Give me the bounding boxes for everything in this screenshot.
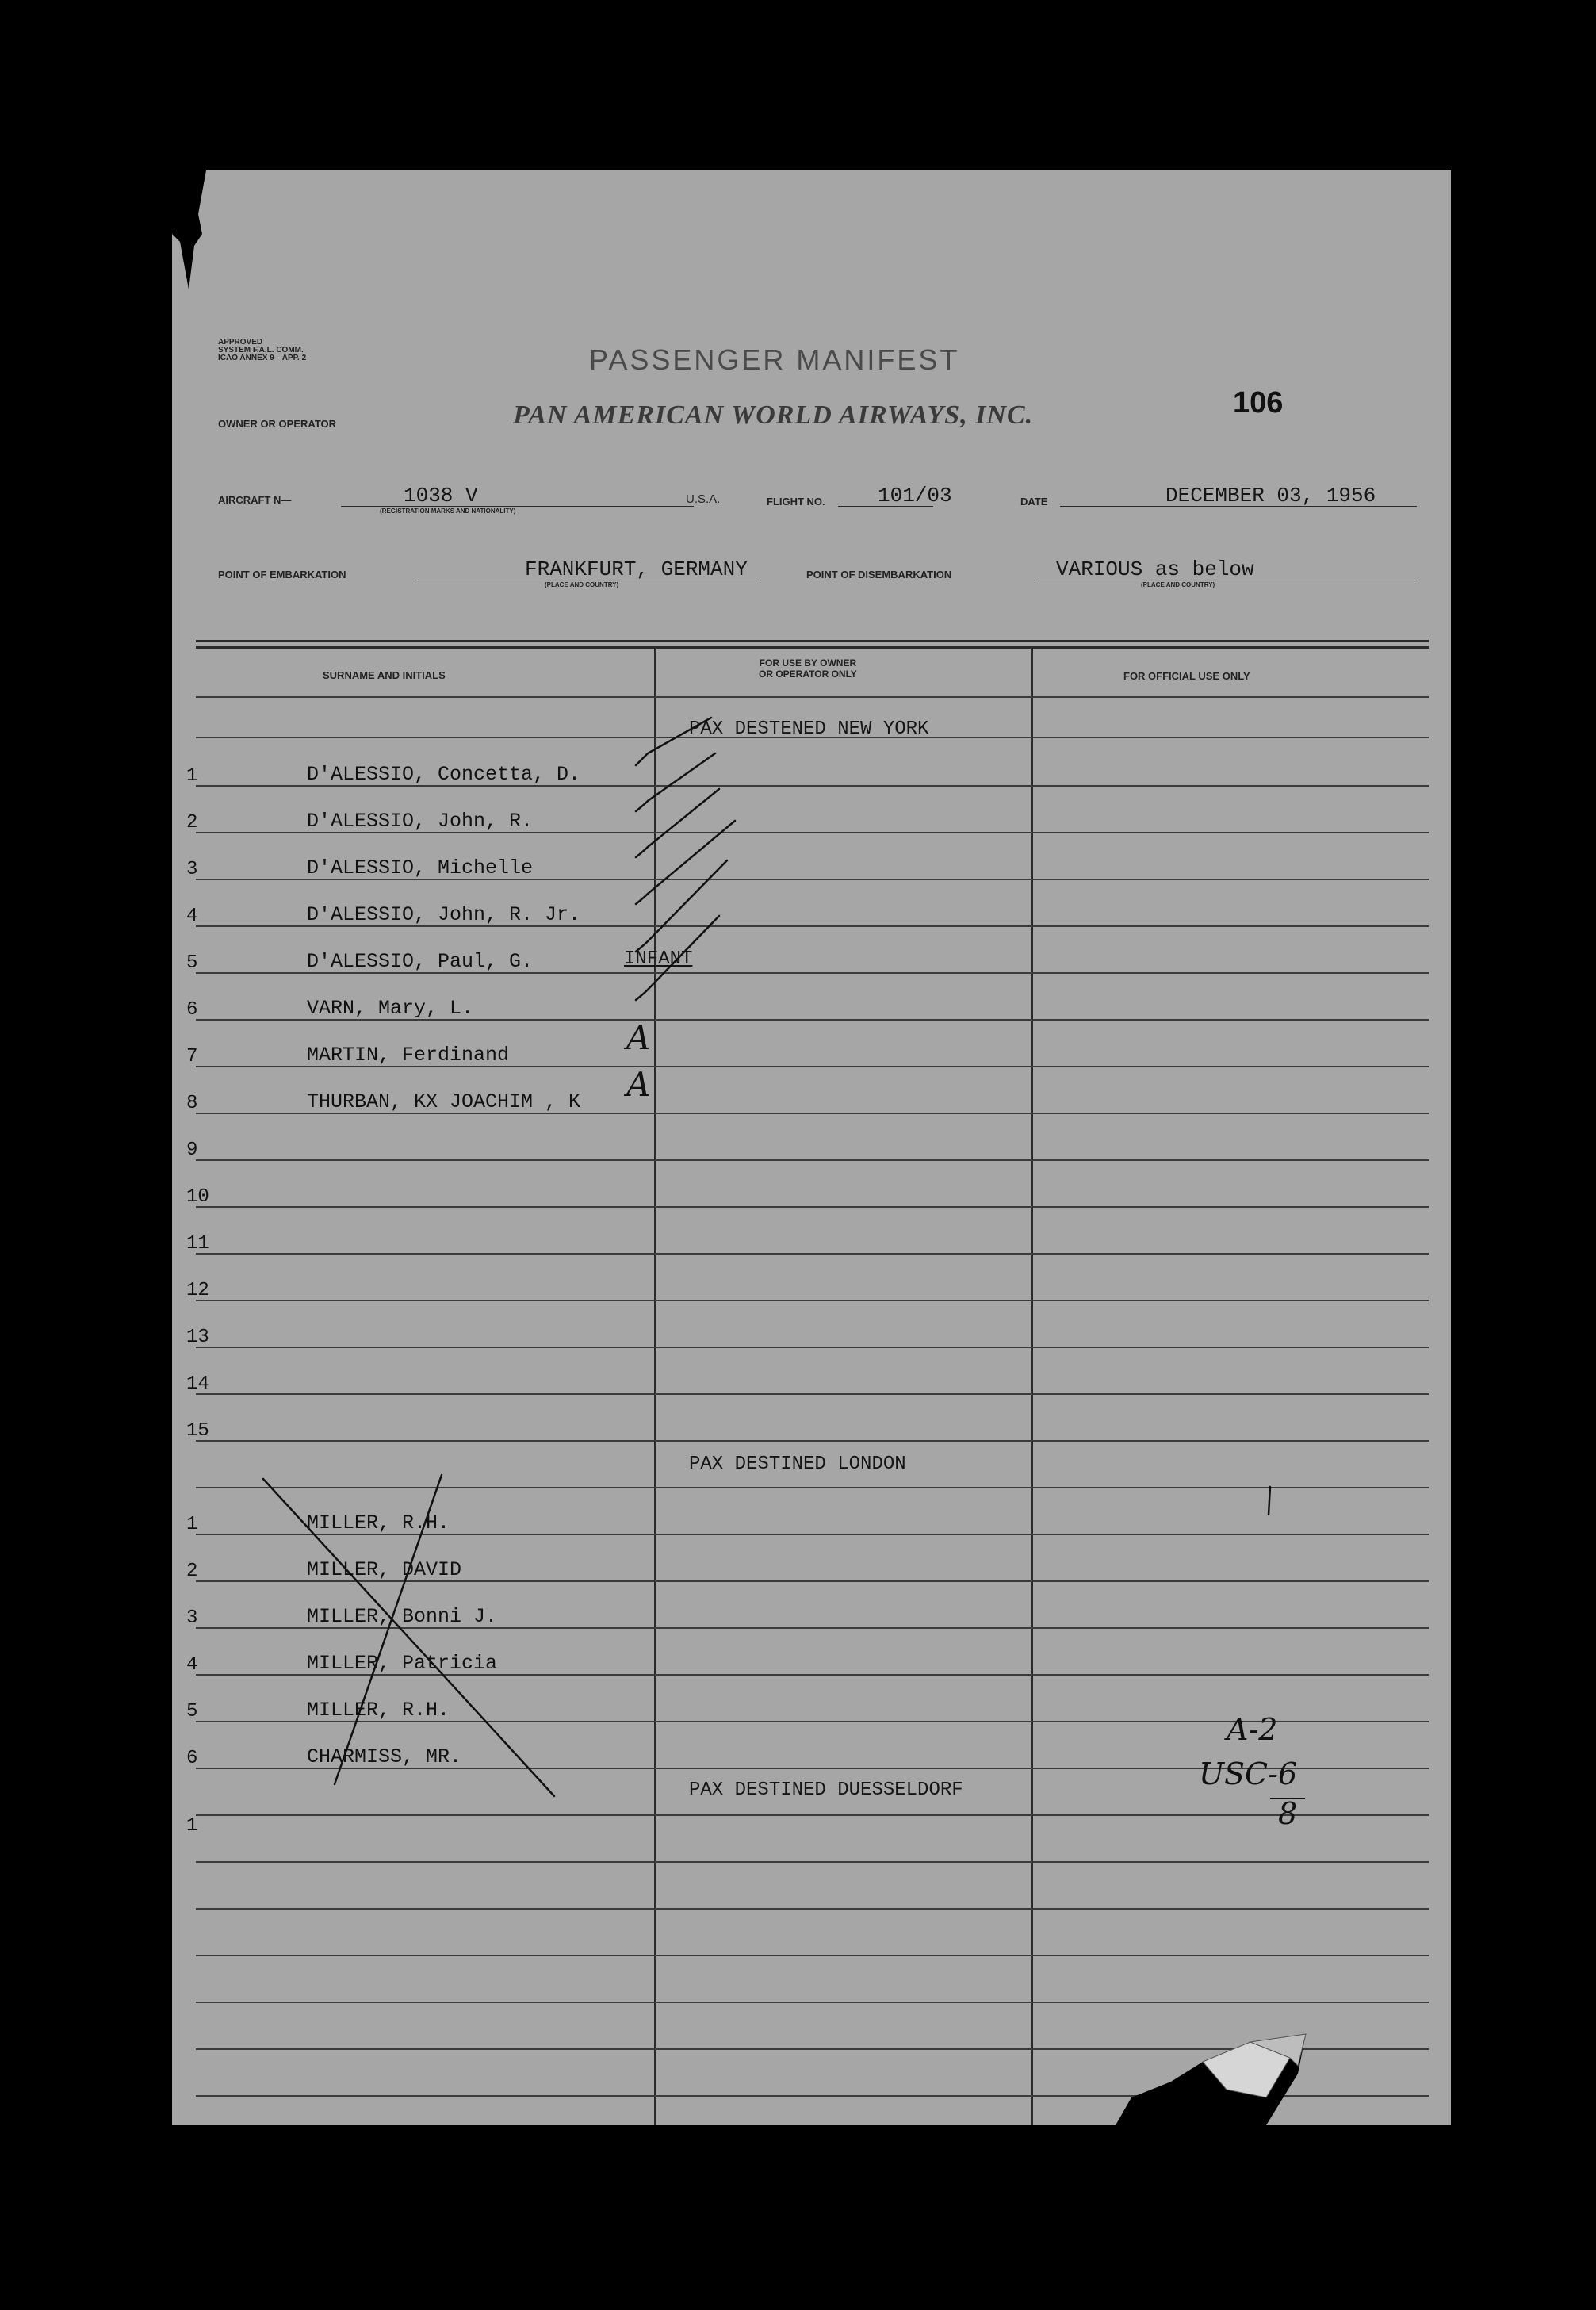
- column-header-surname: SURNAME AND INITIALS: [323, 669, 446, 681]
- owner-label: OWNER OR OPERATOR: [218, 418, 337, 430]
- cross-stroke-1: [263, 1479, 554, 1796]
- passenger-name: VARN, Mary, L.: [307, 997, 474, 1020]
- passenger-name: D'ALESSIO, Paul, G.: [307, 950, 534, 973]
- approval-line-3: ICAO ANNEX 9—APP. 2: [218, 354, 307, 362]
- passenger-name: THURBAN, KX JOACHIM , K: [307, 1090, 581, 1113]
- check-mark-6: [636, 916, 719, 1000]
- page-number: 106: [1233, 386, 1284, 419]
- row-number: 2: [186, 812, 198, 833]
- page-title: PASSENGER MANIFEST: [589, 343, 960, 376]
- row-number: 6: [186, 999, 198, 1021]
- passenger-name: D'ALESSIO, Michelle: [307, 856, 534, 879]
- flight-value: 101/03: [878, 484, 952, 508]
- passenger-name: MILLER, DAVID: [307, 1558, 462, 1581]
- handwritten-mark-8: A: [626, 1065, 651, 1104]
- row-number: 7: [186, 1046, 198, 1067]
- check-mark-4: [636, 821, 735, 904]
- passenger-name: D'ALESSIO, Concetta, D.: [307, 763, 581, 786]
- row-number: 11: [186, 1233, 209, 1255]
- row-number: 10: [186, 1186, 209, 1208]
- cross-stroke-2: [335, 1475, 442, 1784]
- torn-corner: [1084, 1994, 1451, 2125]
- handwritten-mark-7: A: [626, 1018, 651, 1057]
- row-number: 4: [186, 906, 198, 927]
- disembarkation-sublabel: (PLACE AND COUNTRY): [1141, 581, 1215, 588]
- row-number: 3: [186, 1607, 198, 1629]
- tick-mark-right: [1269, 1487, 1270, 1515]
- passenger-name: MILLER, R.H.: [307, 1699, 450, 1722]
- section-heading-london: PAX DESTINED LONDON: [689, 1454, 906, 1475]
- manifest-sheet: [172, 170, 1451, 2125]
- disembarkation-value: VARIOUS as below: [1056, 557, 1254, 581]
- column-header-owner-use: FOR USE BY OWNER OR OPERATOR ONLY: [759, 657, 857, 680]
- row-number: 1: [186, 765, 198, 787]
- section-heading-new-york: PAX DESTENED NEW YORK: [689, 718, 929, 740]
- torn-notch: [159, 170, 230, 289]
- row-number: 4: [186, 1654, 198, 1676]
- date-label: DATE: [1020, 496, 1048, 508]
- handwritten-tally-usc: USC-6: [1199, 1756, 1298, 1791]
- disembarkation-label: POINT OF DISEMBARKATION: [806, 569, 952, 580]
- handwritten-tally-total: 8: [1278, 1796, 1298, 1831]
- approval-line-2: SYSTEM F.A.L. COMM.: [218, 346, 304, 354]
- aircraft-sublabel: (REGISTRATION MARKS AND NATIONALITY): [380, 508, 516, 515]
- row-number: 9: [186, 1140, 198, 1161]
- passenger-name: D'ALESSIO, John, R.: [307, 810, 534, 833]
- row-number: 15: [186, 1420, 209, 1442]
- row-number: 5: [186, 952, 198, 974]
- row-number: 6: [186, 1748, 198, 1769]
- passenger-name: MARTIN, Ferdinand: [307, 1044, 510, 1067]
- section-heading-duesseldorf: PAX DESTINED DUESSELDORF: [689, 1779, 963, 1801]
- approval-line-1: APPROVED: [218, 338, 263, 347]
- check-mark-5: [636, 860, 727, 952]
- column-header-official: FOR OFFICIAL USE ONLY: [1123, 670, 1250, 682]
- row-number: 13: [186, 1327, 209, 1348]
- handwritten-tally-a: A-2: [1227, 1712, 1278, 1747]
- row-number: 3: [186, 859, 198, 880]
- operator-name: PAN AMERICAN WORLD AIRWAYS, INC.: [513, 400, 1034, 430]
- embarkation-label: POINT OF EMBARKATION: [218, 569, 346, 580]
- passenger-name: MILLER, Patricia: [307, 1652, 498, 1675]
- passenger-name: MILLER, Bonni J.: [307, 1605, 498, 1628]
- passenger-name: CHARMISS, MR.: [307, 1745, 462, 1768]
- embarkation-sublabel: (PLACE AND COUNTRY): [545, 581, 619, 588]
- passenger-name: D'ALESSIO, John, R. Jr.: [307, 903, 581, 926]
- date-value: DECEMBER 03, 1956: [1165, 484, 1376, 508]
- aircraft-nationality: U.S.A.: [686, 492, 721, 506]
- row-number: 5: [186, 1701, 198, 1722]
- aircraft-value: 1038 V: [404, 484, 478, 508]
- row-number: 1: [186, 1815, 198, 1837]
- flight-label: FLIGHT NO.: [767, 496, 825, 508]
- check-mark-3: [636, 789, 719, 857]
- row-number: 12: [186, 1280, 209, 1301]
- handwritten-check-marks: [172, 170, 1451, 2125]
- infant-note: INFANT: [624, 948, 693, 970]
- row-number: 8: [186, 1093, 198, 1114]
- row-number: 2: [186, 1561, 198, 1582]
- aircraft-label: AIRCRAFT N—: [218, 494, 292, 506]
- row-number: 14: [186, 1373, 209, 1395]
- check-mark-1: [636, 718, 711, 765]
- row-number: 1: [186, 1514, 198, 1535]
- embarkation-value: FRANKFURT, GERMANY: [525, 557, 748, 581]
- passenger-name: MILLER, R.H.: [307, 1511, 450, 1534]
